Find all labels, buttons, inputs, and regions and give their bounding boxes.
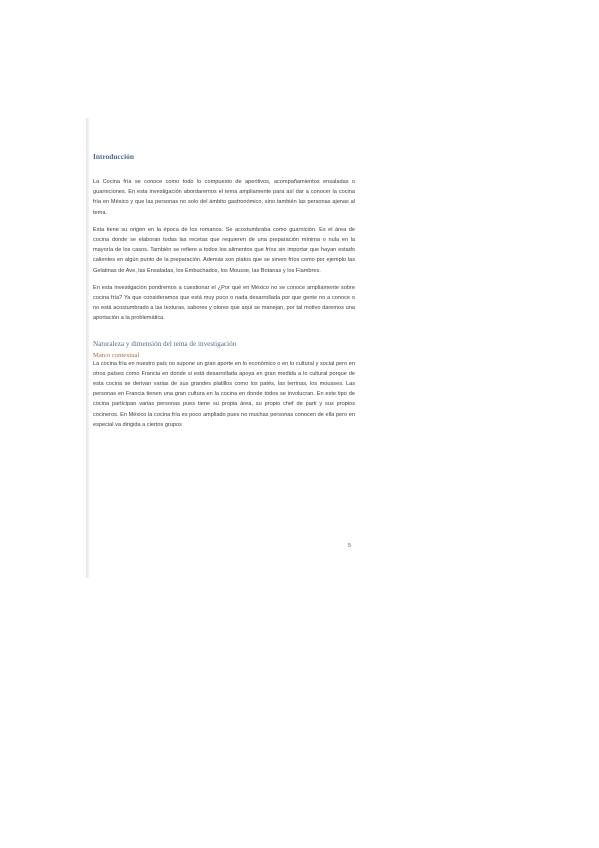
page-number: 5	[348, 543, 351, 549]
intro-paragraph-3: En esta investigación pondremos a cuestionar el ¿Por qué en México no se conoce ampliamente sobre cocina fría? Ya que consideramos que está muy poco o nada desarrollada por que gente no a conoce o no está acostumbrado a las texturas, sabores y olores que aquí se manejan, por tal motivo daremos una aportación a la problemática.	[93, 284, 355, 322]
document-page	[93, 152, 355, 437]
intro-paragraph-2: Esta tiene su origen en la época de los romanos. Se acostumbraba como guarnición. Es el área de cocina donde se elaboran todas las recetas que requieren de una preparación mínima o nula en la mayoría de los casos. También se refiere a todos los alimentos que fríos sin importar que hayan estado calientes en algún punto de la preparación. Además son platos que se sirven fríos como por ejemplo las Gelatinas de Ave, las Ensaladas, los Embuchados, los Mousse, las Botanas y los Fiambres.	[93, 226, 355, 274]
page-margin-line	[86, 118, 89, 578]
context-paragraph: La cocina fría en nuestro país no supone un gran aporte en lo económico o en lo cultural y social pero en otros países como Francia en donde si está desarrollada apoya en gran medida a lo cultural porque de esta cocina se derivan varias de sus grandes platillos como los patés, las terrinas, los mousses. Las personas en Francia tienen una gran cultura en la cocina en donde todos se involucran. En este tipo de cocina participan varias personas pues tiene su propia área, su propio chef de parti y sus propios cocineros. En México la cocina fría es poco ampliado pues no muchas personas conocen de ella pero en especial va dirigida a ciertos grupos	[93, 360, 355, 428]
subsection-heading: Marco contextual	[93, 351, 140, 359]
section-heading: Naturaleza y dimensión del tema de investigación	[93, 339, 237, 348]
intro-paragraph-1: La Cocina fría se conoce como todo lo compuesto de aperitivos, acompañamientos ensaladas o guarniciones. En esta investigación abordaremos el tema ampliamente para así dar a conocer la cocina fría en México y que las personas no solo del ámbito gastronómico, sino también las personas ajenas al tema.	[93, 179, 355, 216]
intro-heading: Introducción	[93, 152, 134, 161]
